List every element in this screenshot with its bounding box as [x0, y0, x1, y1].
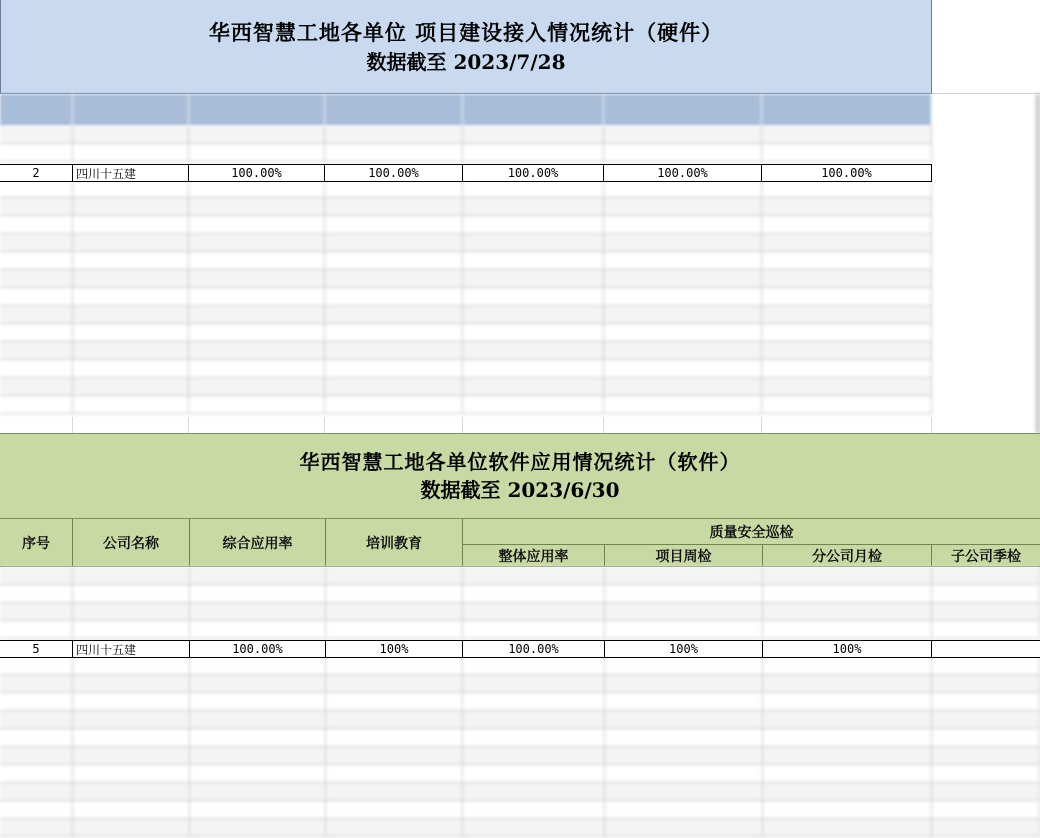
row-company-name: 四川十五建 — [73, 641, 190, 657]
blurred-cell — [326, 801, 463, 818]
blurred-row — [0, 657, 1040, 675]
blurred-row — [0, 198, 932, 216]
blurred-cell — [463, 198, 604, 215]
blurred-cell — [0, 288, 73, 305]
header-cell — [762, 94, 932, 126]
hardware-title-banner — [0, 0, 932, 94]
blurred-cell — [73, 360, 189, 377]
row-value-cell: 100.00% — [189, 165, 325, 181]
blurred-row — [0, 324, 932, 342]
blurred-cell — [463, 342, 604, 359]
blurred-cell — [190, 603, 326, 620]
blurred-cell — [73, 765, 190, 782]
blurred-cell — [463, 729, 605, 746]
blurred-cell — [73, 675, 190, 692]
blurred-cell — [762, 342, 932, 359]
blurred-cell — [326, 585, 463, 602]
blurred-cell — [763, 585, 932, 602]
blurred-cell — [463, 126, 604, 143]
header-quality-safety-group: 质量安全巡检 — [463, 519, 1040, 545]
blurred-cell — [189, 198, 325, 215]
row-value-cell: 100.00% — [325, 165, 463, 181]
blurred-cell — [73, 252, 189, 269]
blurred-cell — [0, 657, 73, 674]
blurred-cell — [763, 603, 932, 620]
sheet-edge-blurred — [932, 94, 1040, 434]
header-index: 序号 — [0, 519, 73, 567]
blurred-cell — [73, 819, 190, 836]
blurred-cell — [0, 801, 73, 818]
row-company-name: 四川十五建 — [73, 165, 189, 181]
blurred-cell — [604, 288, 762, 305]
blurred-cell — [0, 747, 73, 764]
blurred-cell — [604, 198, 762, 215]
blurred-cell — [190, 657, 326, 674]
blurred-cell — [0, 198, 73, 215]
blurred-cell — [73, 621, 190, 638]
blurred-row — [0, 621, 1040, 639]
blurred-cell — [0, 252, 73, 269]
blurred-cell — [0, 585, 73, 602]
blurred-cell — [189, 306, 325, 323]
blurred-cell — [0, 711, 73, 728]
blurred-cell — [762, 270, 932, 287]
blurred-cell — [0, 621, 73, 638]
blurred-cell — [932, 765, 1040, 782]
blurred-cell — [326, 657, 463, 674]
blurred-cell — [325, 306, 463, 323]
blurred-cell — [932, 801, 1040, 818]
blurred-row — [0, 306, 932, 324]
blurred-cell — [0, 396, 73, 413]
blurred-row — [0, 234, 932, 252]
blurred-cell — [762, 306, 932, 323]
blurred-cell — [605, 819, 763, 836]
blurred-cell — [0, 765, 73, 782]
blurred-cell — [73, 567, 190, 584]
blurred-cell — [605, 693, 763, 710]
blurred-cell — [0, 693, 73, 710]
blurred-cell — [73, 216, 189, 233]
blurred-cell — [932, 693, 1040, 710]
blurred-cell — [932, 657, 1040, 674]
row-subsidiary-quarterly — [932, 641, 1040, 657]
blurred-cell — [932, 819, 1040, 836]
blurred-cell — [73, 180, 189, 197]
software-rows-blurred — [0, 567, 1040, 838]
blurred-cell — [190, 801, 326, 818]
blurred-cell — [73, 342, 189, 359]
blurred-cell — [326, 621, 463, 638]
header-project-weekly: 项目周检 — [605, 545, 763, 567]
blurred-cell — [463, 585, 605, 602]
blurred-cell — [763, 621, 932, 638]
blurred-cell — [325, 378, 463, 395]
blurred-cell — [73, 585, 190, 602]
row-value-cell: 100.00% — [604, 165, 762, 181]
blurred-cell — [189, 396, 325, 413]
header-company: 公司名称 — [73, 519, 190, 567]
blurred-row — [0, 216, 932, 234]
hardware-highlight-row — [0, 164, 932, 182]
blurred-cell — [932, 729, 1040, 746]
hardware-date-line: 数据截至 2023/7/28 — [366, 49, 566, 74]
blurred-row — [0, 360, 932, 378]
blurred-cell — [189, 342, 325, 359]
blurred-cell — [463, 621, 605, 638]
blurred-row — [0, 801, 1040, 819]
blurred-cell — [463, 675, 605, 692]
blurred-cell — [73, 324, 189, 341]
blurred-cell — [0, 342, 73, 359]
software-title-banner — [0, 433, 1040, 519]
blurred-cell — [763, 657, 932, 674]
row-index: 2 — [0, 165, 73, 181]
header-branch-monthly: 分公司月检 — [763, 545, 932, 567]
row-comprehensive-rate: 100.00% — [190, 641, 326, 657]
blurred-row — [0, 819, 1040, 837]
header-cell — [604, 94, 762, 126]
hardware-header-row-blurred — [0, 94, 932, 126]
header-cell — [463, 94, 604, 126]
blurred-cell — [0, 603, 73, 620]
blurred-cell — [463, 288, 604, 305]
blurred-cell — [605, 783, 763, 800]
blurred-cell — [0, 126, 73, 143]
blurred-cell — [463, 234, 604, 251]
blurred-cell — [325, 396, 463, 413]
blurred-row — [0, 693, 1040, 711]
blurred-cell — [604, 306, 762, 323]
header-training: 培训教育 — [326, 519, 463, 567]
blurred-cell — [932, 603, 1040, 620]
header-cell — [325, 94, 463, 126]
blurred-row — [0, 270, 932, 288]
blurred-cell — [463, 252, 604, 269]
blurred-row — [0, 783, 1040, 801]
blurred-cell — [762, 144, 932, 161]
blurred-cell — [190, 567, 326, 584]
blurred-cell — [0, 675, 73, 692]
blurred-cell — [762, 180, 932, 197]
row-value-cell: 100.00% — [762, 165, 932, 181]
blurred-row — [0, 126, 932, 144]
blurred-cell — [605, 567, 763, 584]
blurred-cell — [762, 216, 932, 233]
blurred-row — [0, 288, 932, 306]
blurred-cell — [763, 729, 932, 746]
row-training: 100% — [326, 641, 463, 657]
blurred-cell — [325, 270, 463, 287]
blurred-cell — [73, 603, 190, 620]
blurred-cell — [762, 360, 932, 377]
blurred-row — [0, 180, 932, 198]
blurred-cell — [73, 711, 190, 728]
blurred-cell — [463, 216, 604, 233]
blurred-cell — [763, 783, 932, 800]
blurred-cell — [73, 198, 189, 215]
blurred-cell — [932, 747, 1040, 764]
blurred-cell — [463, 657, 605, 674]
blurred-cell — [73, 234, 189, 251]
blurred-cell — [932, 621, 1040, 638]
blurred-cell — [463, 765, 605, 782]
blurred-cell — [605, 621, 763, 638]
header-cell — [189, 94, 325, 126]
blurred-cell — [762, 396, 932, 413]
blurred-cell — [762, 324, 932, 341]
blurred-cell — [604, 216, 762, 233]
blurred-cell — [763, 693, 932, 710]
blurred-cell — [605, 657, 763, 674]
blurred-cell — [0, 729, 73, 746]
blurred-cell — [604, 144, 762, 161]
blurred-row — [0, 765, 1040, 783]
blurred-cell — [0, 144, 73, 161]
blurred-cell — [0, 819, 73, 836]
blurred-cell — [463, 567, 605, 584]
hardware-title: 华西智慧工地各单位 项目建设接入情况统计（硬件） — [208, 19, 724, 45]
blurred-cell — [73, 144, 189, 161]
blurred-cell — [463, 324, 604, 341]
blurred-cell — [604, 378, 762, 395]
blurred-cell — [73, 693, 190, 710]
blurred-cell — [326, 783, 463, 800]
blurred-cell — [189, 144, 325, 161]
blurred-row — [0, 567, 1040, 585]
blurred-cell — [73, 378, 189, 395]
blurred-cell — [326, 819, 463, 836]
blurred-row — [0, 144, 932, 162]
blurred-cell — [326, 603, 463, 620]
blurred-cell — [763, 819, 932, 836]
blurred-cell — [0, 270, 73, 287]
blurred-cell — [0, 180, 73, 197]
blurred-cell — [604, 126, 762, 143]
blurred-cell — [189, 234, 325, 251]
blurred-cell — [326, 765, 463, 782]
blurred-cell — [73, 306, 189, 323]
blurred-cell — [463, 801, 605, 818]
blurred-cell — [189, 180, 325, 197]
blurred-cell — [762, 126, 932, 143]
blurred-cell — [190, 819, 326, 836]
blurred-cell — [0, 324, 73, 341]
blurred-cell — [762, 234, 932, 251]
blurred-cell — [763, 675, 932, 692]
blurred-cell — [762, 198, 932, 215]
blurred-cell — [763, 747, 932, 764]
blurred-cell — [73, 288, 189, 305]
blurred-row — [0, 711, 1040, 729]
blurred-cell — [763, 711, 932, 728]
blurred-cell — [0, 306, 73, 323]
blurred-cell — [190, 747, 326, 764]
blurred-cell — [932, 783, 1040, 800]
blurred-row — [0, 252, 932, 270]
blurred-cell — [0, 234, 73, 251]
blurred-cell — [326, 693, 463, 710]
blurred-cell — [762, 378, 932, 395]
blurred-cell — [604, 396, 762, 413]
blurred-cell — [605, 765, 763, 782]
blurred-cell — [604, 252, 762, 269]
blurred-cell — [762, 288, 932, 305]
blurred-cell — [73, 270, 189, 287]
spacer-row — [0, 417, 932, 433]
header-overall-rate: 整体应用率 — [463, 545, 605, 567]
blank-cell-area — [932, 0, 1040, 94]
blurred-cell — [189, 324, 325, 341]
blurred-cell — [604, 324, 762, 341]
blurred-cell — [325, 198, 463, 215]
blurred-cell — [190, 621, 326, 638]
blurred-cell — [605, 711, 763, 728]
row-value-cell: 100.00% — [463, 165, 604, 181]
blurred-cell — [604, 342, 762, 359]
blurred-cell — [189, 270, 325, 287]
blurred-cell — [326, 747, 463, 764]
blurred-cell — [763, 567, 932, 584]
blurred-cell — [463, 693, 605, 710]
blurred-cell — [73, 657, 190, 674]
row-branch-monthly: 100% — [763, 641, 932, 657]
header-cell — [73, 94, 189, 126]
blurred-cell — [73, 729, 190, 746]
blurred-cell — [190, 711, 326, 728]
blurred-cell — [326, 675, 463, 692]
blurred-cell — [605, 585, 763, 602]
header-comprehensive-rate: 综合应用率 — [190, 519, 326, 567]
blurred-cell — [326, 567, 463, 584]
blurred-cell — [73, 747, 190, 764]
blurred-cell — [762, 252, 932, 269]
blurred-row — [0, 747, 1040, 765]
blurred-cell — [605, 747, 763, 764]
blurred-cell — [0, 567, 73, 584]
blurred-cell — [463, 144, 604, 161]
blurred-row — [0, 378, 932, 396]
header-cell — [0, 94, 73, 126]
blurred-cell — [463, 396, 604, 413]
blurred-cell — [605, 801, 763, 818]
blurred-row — [0, 675, 1040, 693]
blurred-cell — [325, 288, 463, 305]
blurred-cell — [932, 675, 1040, 692]
blurred-cell — [73, 126, 189, 143]
blurred-cell — [763, 801, 932, 818]
blurred-cell — [190, 783, 326, 800]
blurred-cell — [325, 324, 463, 341]
blurred-cell — [932, 585, 1040, 602]
blurred-cell — [190, 585, 326, 602]
blurred-cell — [0, 378, 73, 395]
blurred-cell — [326, 711, 463, 728]
blurred-cell — [0, 216, 73, 233]
blurred-cell — [463, 603, 605, 620]
blurred-cell — [190, 765, 326, 782]
blurred-cell — [463, 270, 604, 287]
blurred-cell — [325, 144, 463, 161]
software-highlight-row — [0, 640, 1040, 658]
blurred-cell — [326, 729, 463, 746]
blurred-cell — [604, 360, 762, 377]
blurred-cell — [605, 729, 763, 746]
blurred-row — [0, 585, 1040, 603]
blurred-cell — [73, 801, 190, 818]
blurred-cell — [189, 360, 325, 377]
blurred-cell — [325, 234, 463, 251]
blurred-cell — [325, 342, 463, 359]
blurred-cell — [463, 306, 604, 323]
blurred-cell — [189, 378, 325, 395]
blurred-cell — [190, 675, 326, 692]
blurred-cell — [463, 360, 604, 377]
row-overall-rate: 100.00% — [463, 641, 605, 657]
blurred-cell — [605, 603, 763, 620]
blurred-cell — [73, 396, 189, 413]
blurred-cell — [0, 783, 73, 800]
blurred-cell — [463, 711, 605, 728]
blurred-cell — [325, 360, 463, 377]
blurred-cell — [73, 783, 190, 800]
blurred-cell — [463, 378, 604, 395]
blurred-cell — [463, 819, 605, 836]
blurred-cell — [932, 711, 1040, 728]
blurred-cell — [325, 180, 463, 197]
blurred-cell — [604, 234, 762, 251]
blurred-cell — [189, 126, 325, 143]
row-project-weekly: 100% — [605, 641, 763, 657]
blurred-row — [0, 603, 1040, 621]
blurred-cell — [604, 180, 762, 197]
software-header — [0, 519, 1040, 567]
blurred-row — [0, 342, 932, 360]
blurred-cell — [325, 252, 463, 269]
blurred-cell — [932, 567, 1040, 584]
blurred-cell — [325, 216, 463, 233]
blurred-cell — [605, 675, 763, 692]
blurred-cell — [189, 216, 325, 233]
software-title: 华西智慧工地各单位软件应用情况统计（软件） — [299, 450, 741, 474]
blurred-row — [0, 729, 1040, 747]
blurred-cell — [189, 288, 325, 305]
blurred-row — [0, 396, 932, 414]
blurred-cell — [463, 783, 605, 800]
blurred-cell — [325, 126, 463, 143]
blurred-cell — [463, 747, 605, 764]
header-subsidiary-quarterly: 子公司季检 — [932, 545, 1040, 567]
blurred-cell — [604, 270, 762, 287]
row-index: 5 — [0, 641, 73, 657]
blurred-cell — [190, 693, 326, 710]
blurred-cell — [0, 360, 73, 377]
blurred-cell — [189, 252, 325, 269]
blurred-cell — [763, 765, 932, 782]
blurred-cell — [190, 729, 326, 746]
software-date-line: 数据截至 2023/6/30 — [420, 478, 620, 502]
blurred-cell — [463, 180, 604, 197]
